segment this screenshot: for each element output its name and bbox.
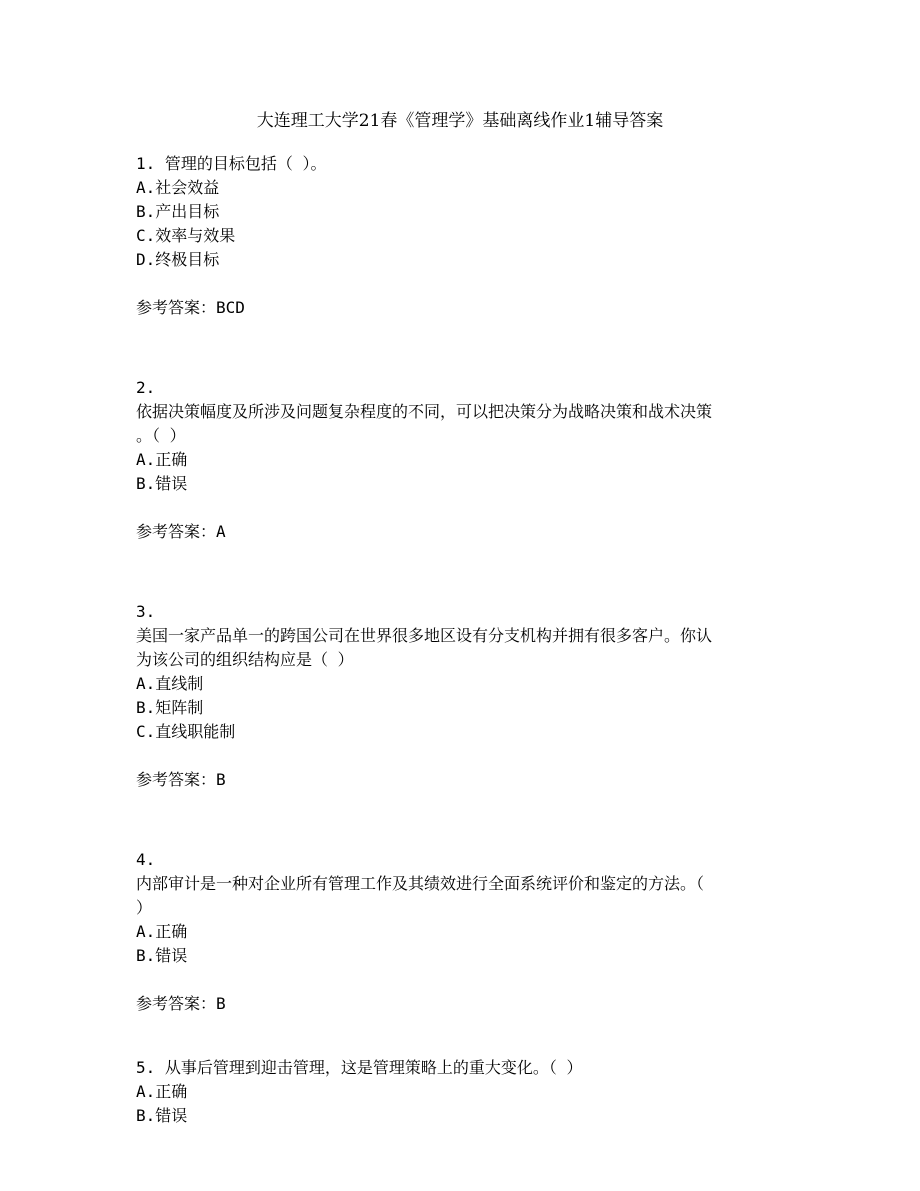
option-b: B.错误 [136, 474, 188, 493]
option-b: B.错误 [136, 946, 188, 965]
option-b: B.产出目标 [136, 202, 220, 221]
question-stem-continued: 。（ ） [136, 426, 186, 445]
option-d: D.终极目标 [136, 250, 220, 269]
question-stem: 内部审计是一种对企业所有管理工作及其绩效进行全面系统评价和鉴定的方法。（ [136, 874, 705, 893]
question-2 [136, 376, 796, 544]
answer-label: 参考答案： [136, 298, 217, 317]
option-a: A.正确 [136, 450, 188, 469]
question-1 [136, 152, 796, 320]
answer-value: A [216, 522, 226, 541]
question-number: 4. [136, 850, 156, 869]
question-4 [136, 848, 796, 1016]
answer-label: 参考答案： [136, 994, 217, 1013]
option-a: A.正确 [136, 1082, 188, 1101]
question-5 [136, 1056, 796, 1128]
answer-value: BCD [216, 298, 245, 317]
answer-line [136, 768, 796, 792]
question-3 [136, 600, 796, 792]
option-a: A.直线制 [136, 674, 204, 693]
option-b: B.矩阵制 [136, 698, 204, 717]
question-stem-continued: ） [136, 898, 153, 917]
answer-line [136, 992, 796, 1016]
option-c: C.效率与效果 [136, 226, 236, 245]
document-title: 大连理工大学21春《管理学》基础离线作业1辅导答案 [256, 111, 664, 131]
question-number: 3. [136, 602, 156, 621]
option-c: C.直线职能制 [136, 722, 236, 741]
answer-line [136, 520, 796, 544]
question-stem: 美国一家产品单一的跨国公司在世界很多地区设有分支机构并拥有很多客户。你认 [136, 626, 713, 645]
answer-line [136, 296, 796, 320]
question-stem: 1. 管理的目标包括（ ）。 [136, 154, 327, 173]
question-number: 2. [136, 378, 156, 397]
question-list [136, 152, 796, 1128]
answer-value: B [216, 994, 226, 1013]
answer-value: B [216, 770, 226, 789]
answer-label: 参考答案： [136, 522, 217, 541]
answer-label: 参考答案： [136, 770, 217, 789]
option-a: A.社会效益 [136, 178, 220, 197]
option-b: B.错误 [136, 1106, 188, 1125]
question-stem-continued: 为该公司的组织结构应是（ ） [136, 650, 354, 669]
question-stem: 5. 从事后管理到迎击管理，这是管理策略上的重大变化。（ ） [136, 1058, 583, 1077]
option-a: A.正确 [136, 922, 188, 941]
question-stem: 依据决策幅度及所涉及问题复杂程度的不同，可以把决策分为战略决策和战术决策 [136, 402, 713, 421]
